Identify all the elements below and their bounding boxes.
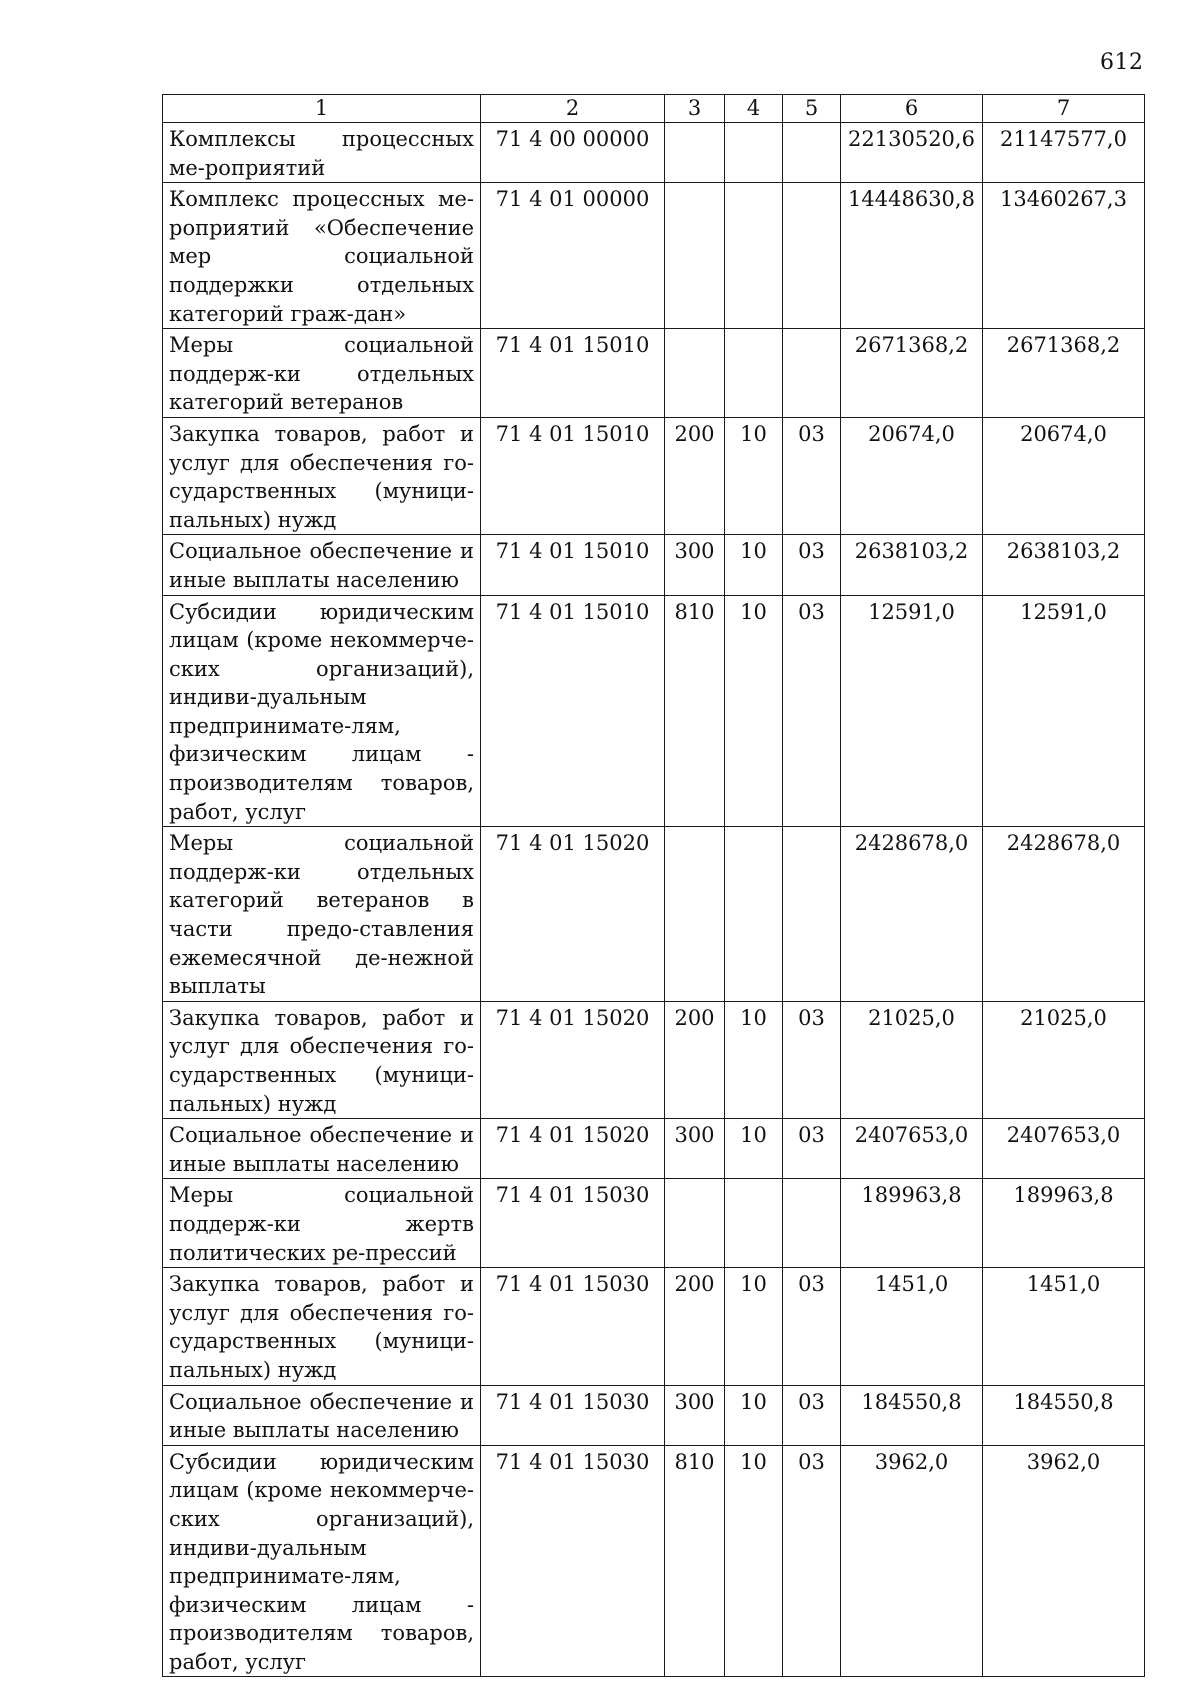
row-name: Комплекс процессных ме-роприятий «Обеспечение мер социальной поддержки отдельных категорий граж-дан» [163,183,481,329]
table-row [163,535,1145,595]
row-name: Социальное обеспечение и иные выплаты населению [163,1385,481,1445]
row-sum1: 189963,8 [841,1179,983,1268]
row-name: Закупка товаров, работ и услуг для обеспечения го-сударственных (муници-пальных) нужд [163,417,481,534]
row-code: 71 4 01 15020 [481,827,665,1002]
row-name: Меры социальной поддерж-ки отдельных категорий ветеранов в части предо-ставления ежемесячной де-нежной выплаты [163,827,481,1002]
row-c5: 03 [783,595,841,827]
row-c5 [783,183,841,329]
row-name: Закупка товаров, работ и услуг для обеспечения го-сударственных (муници-пальных) нужд [163,1001,481,1118]
row-sum2: 1451,0 [983,1268,1145,1385]
row-c4 [725,329,783,418]
header-cell: 5 [783,95,841,123]
row-c3 [665,1179,725,1268]
row-sum1: 21025,0 [841,1001,983,1118]
row-c3: 810 [665,595,725,827]
row-name: Меры социальной поддерж-ки жертв политических ре-прессий [163,1179,481,1268]
row-c3: 200 [665,417,725,534]
table-row [163,1119,1145,1179]
row-sum2: 21025,0 [983,1001,1145,1118]
table-row [163,827,1145,1002]
row-code: 71 4 01 15020 [481,1001,665,1118]
table-row [163,329,1145,418]
row-c4: 10 [725,1001,783,1118]
header-cell: 2 [481,95,665,123]
row-c4: 10 [725,1385,783,1445]
row-sum1: 20674,0 [841,417,983,534]
row-name: Комплексы процессных ме-роприятий [163,123,481,183]
row-sum1: 14448630,8 [841,183,983,329]
row-sum1: 12591,0 [841,595,983,827]
row-sum1: 22130520,6 [841,123,983,183]
row-code: 71 4 01 15010 [481,535,665,595]
row-c5: 03 [783,1119,841,1179]
table-row [163,1445,1145,1677]
row-sum2: 184550,8 [983,1385,1145,1445]
row-c4 [725,827,783,1002]
row-sum2: 21147577,0 [983,123,1145,183]
row-c5 [783,1179,841,1268]
row-name: Субсидии юридическим лицам (кроме некоммерче-ских организаций), индиви-дуальным предпринимате-лям, физическим лицам - производителям товаров, работ, услуг [163,595,481,827]
row-sum2: 2638103,2 [983,535,1145,595]
page-number: 612 [1100,50,1144,75]
row-sum2: 13460267,3 [983,183,1145,329]
table-row [163,595,1145,827]
row-sum1: 2407653,0 [841,1119,983,1179]
row-c5: 03 [783,1268,841,1385]
row-sum1: 2428678,0 [841,827,983,1002]
header-cell: 7 [983,95,1145,123]
row-c3: 810 [665,1445,725,1677]
row-sum2: 2428678,0 [983,827,1145,1002]
header-cell: 3 [665,95,725,123]
row-c3: 300 [665,1119,725,1179]
row-sum2: 20674,0 [983,417,1145,534]
row-c4: 10 [725,417,783,534]
table-row [163,183,1145,329]
header-cell: 6 [841,95,983,123]
header-row [163,95,1145,123]
row-code: 71 4 01 15010 [481,595,665,827]
row-code: 71 4 01 15030 [481,1445,665,1677]
table-row [163,1385,1145,1445]
row-c4: 10 [725,595,783,827]
row-c4: 10 [725,1268,783,1385]
row-name: Меры социальной поддерж-ки отдельных категорий ветеранов [163,329,481,418]
row-c3 [665,123,725,183]
table-row [163,1001,1145,1118]
table-row [163,1179,1145,1268]
row-c3: 200 [665,1001,725,1118]
row-sum2: 189963,8 [983,1179,1145,1268]
row-c5: 03 [783,1385,841,1445]
row-code: 71 4 01 15010 [481,329,665,418]
row-c4: 10 [725,1445,783,1677]
row-code: 71 4 01 15010 [481,417,665,534]
row-c4 [725,1179,783,1268]
row-c5 [783,123,841,183]
row-name: Социальное обеспечение и иные выплаты населению [163,1119,481,1179]
row-code: 71 4 01 00000 [481,183,665,329]
row-sum1: 2671368,2 [841,329,983,418]
row-name: Социальное обеспечение и иные выплаты населению [163,535,481,595]
row-code: 71 4 01 15030 [481,1385,665,1445]
row-sum2: 2407653,0 [983,1119,1145,1179]
row-name: Закупка товаров, работ и услуг для обеспечения го-сударственных (муници-пальных) нужд [163,1268,481,1385]
table-row [163,123,1145,183]
row-c5 [783,827,841,1002]
row-name: Субсидии юридическим лицам (кроме некоммерче-ских организаций), индиви-дуальным предпринимате-лям, физическим лицам - производителям товаров, работ, услуг [163,1445,481,1677]
table-row [163,1268,1145,1385]
row-sum2: 12591,0 [983,595,1145,827]
row-c4: 10 [725,1119,783,1179]
row-c3: 200 [665,1268,725,1385]
row-code: 71 4 01 15030 [481,1179,665,1268]
row-c3 [665,183,725,329]
row-c5: 03 [783,1001,841,1118]
row-sum1: 1451,0 [841,1268,983,1385]
row-c5 [783,329,841,418]
row-c4 [725,123,783,183]
row-code: 71 4 01 15020 [481,1119,665,1179]
row-sum1: 184550,8 [841,1385,983,1445]
row-sum2: 3962,0 [983,1445,1145,1677]
header-cell: 4 [725,95,783,123]
row-c3 [665,329,725,418]
row-c5: 03 [783,1445,841,1677]
row-sum2: 2671368,2 [983,329,1145,418]
row-sum1: 2638103,2 [841,535,983,595]
header-cell: 1 [163,95,481,123]
table-row [163,417,1145,534]
row-c3 [665,827,725,1002]
row-c5: 03 [783,417,841,534]
row-c4: 10 [725,535,783,595]
row-sum1: 3962,0 [841,1445,983,1677]
row-c3: 300 [665,1385,725,1445]
budget-table [162,94,1145,1677]
row-c5: 03 [783,535,841,595]
row-c4 [725,183,783,329]
row-c3: 300 [665,535,725,595]
row-code: 71 4 01 15030 [481,1268,665,1385]
row-code: 71 4 00 00000 [481,123,665,183]
